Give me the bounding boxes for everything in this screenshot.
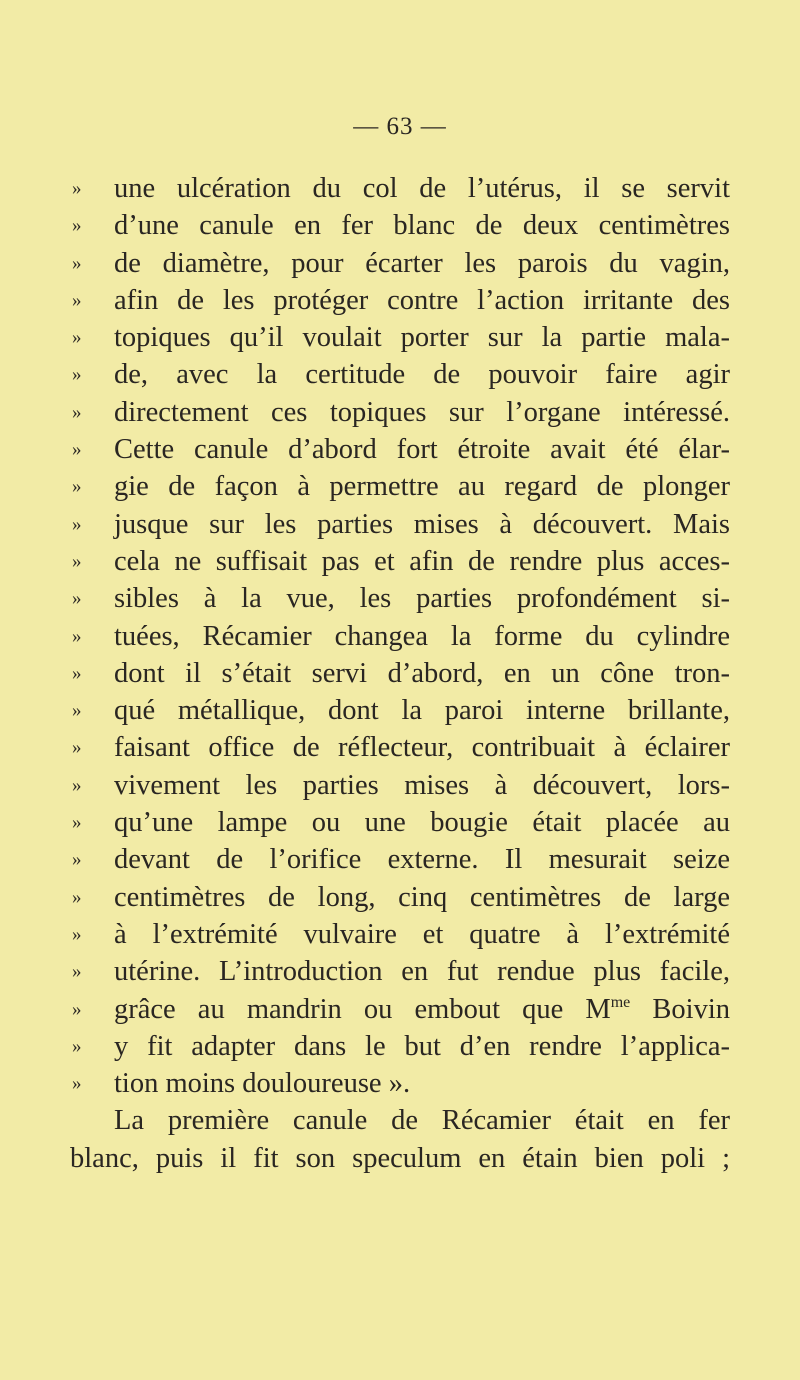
line-text: afin de les protéger contre l’action irritante des [114, 284, 730, 316]
text-line [70, 580, 730, 617]
line-text: jusque sur les parties mises à découvert. Mais [114, 508, 730, 540]
quote-mark: » [72, 364, 82, 386]
quote-mark: » [72, 1073, 82, 1095]
quote-mark: » [72, 625, 82, 647]
line-text: directement ces topiques sur l’organe intéressé. [114, 396, 730, 428]
quote-mark: » [72, 289, 82, 311]
text-line [70, 767, 730, 804]
line-text: de, avec la certitude de pouvoir faire agir [114, 359, 730, 391]
text-line [70, 468, 730, 505]
text-line [70, 804, 730, 841]
quote-mark: » [72, 178, 82, 199]
quote-mark: » [72, 1035, 82, 1057]
line-text: à l’extrémité vulvaire et quatre à l’extrémité [114, 918, 730, 950]
quote-mark: » [72, 550, 82, 572]
line-text: dont il s’était servi d’abord, en un cône tron- [114, 657, 730, 689]
quote-mark: » [72, 961, 82, 983]
text-line [70, 916, 730, 953]
line-text: centimètres de long, cinq centimètres de large [114, 881, 730, 913]
text-line [70, 170, 730, 207]
line-text: Cette canule d’abord fort étroite avait été élar- [114, 434, 730, 466]
quote-mark: » [72, 215, 82, 237]
text-line [70, 431, 730, 468]
quote-mark: » [72, 849, 82, 871]
line-text: qu’une lampe ou une bougie était placée au [114, 807, 730, 839]
superscript: me [610, 993, 631, 1011]
line-text-part: grâce au mandrin ou embout que M [114, 993, 611, 1025]
text-line [70, 953, 730, 990]
line-text: y fit adapter dans le but d’en rendre l’applica- [114, 1030, 730, 1062]
body-text [70, 170, 730, 1177]
quote-mark: » [72, 998, 82, 1020]
text-line [70, 543, 730, 580]
text-line [70, 655, 730, 692]
line-text: tuées, Récamier changea la forme du cylindre [114, 620, 730, 652]
text-line [70, 729, 730, 766]
text-line [70, 319, 730, 356]
text-line [70, 879, 730, 916]
text-line [70, 506, 730, 543]
line-text: topiques qu’il voulait porter sur la partie mala- [114, 322, 730, 354]
line-text: utérine. L’introduction en fut rendue plus facile, [114, 956, 730, 988]
text-line [70, 991, 730, 1028]
text-line [70, 841, 730, 878]
line-text [114, 991, 730, 1028]
quoted-passage [70, 170, 730, 991]
line-text: faisant office de réflecteur, contribuait à éclairer [114, 732, 730, 764]
line-text: vivement les parties mises à découvert, lors- [114, 769, 730, 801]
line-text: devant de l’orifice externe. Il mesurait seize [114, 844, 730, 876]
quote-mark: » [72, 662, 82, 684]
line-text-part: Boivin [630, 993, 730, 1025]
text-line [70, 282, 730, 319]
line-text: de diamètre, pour écarter les parois du vagin, [114, 247, 730, 279]
line-text: une ulcération du col de l’utérus, il se servit [114, 173, 730, 204]
paragraph-text: La première canule de Récamier était en fer [114, 1105, 730, 1137]
quote-mark: » [72, 774, 82, 796]
paragraph-text: blanc, puis il fit son speculum en étain bien poli ; [70, 1142, 730, 1174]
quote-mark: » [72, 476, 82, 498]
text-line [70, 207, 730, 244]
line-text: qué métallique, dont la paroi interne brillante, [114, 695, 730, 727]
quote-mark: » [72, 327, 82, 349]
line-text: gie de façon à permettre au regard de plonger [114, 471, 730, 503]
line-text: cela ne suffisait pas et afin de rendre plus acces- [114, 545, 730, 577]
quote-mark: » [72, 401, 82, 423]
quote-mark: » [72, 923, 82, 945]
text-line [70, 245, 730, 282]
quote-mark: » [72, 439, 82, 461]
paragraph-line [70, 1140, 730, 1177]
quote-mark: » [72, 700, 82, 722]
line-text: tion moins douloureuse ». [114, 1068, 411, 1100]
quote-mark: » [72, 812, 82, 834]
text-line [70, 394, 730, 431]
text-line [70, 356, 730, 393]
quote-mark: » [72, 737, 82, 759]
page-number: — 63 — [353, 113, 447, 140]
quote-mark: » [72, 886, 82, 908]
text-line [70, 618, 730, 655]
text-line [70, 1065, 730, 1102]
quote-mark: » [72, 513, 82, 535]
line-text: d’une canule en fer blanc de deux centimètres [114, 210, 730, 242]
paragraph-line [70, 1102, 730, 1139]
text-line [70, 1028, 730, 1065]
line-text: sibles à la vue, les parties profondément si- [114, 583, 730, 615]
text-line [70, 692, 730, 729]
quote-mark: » [72, 252, 82, 274]
quote-mark: » [72, 588, 82, 610]
